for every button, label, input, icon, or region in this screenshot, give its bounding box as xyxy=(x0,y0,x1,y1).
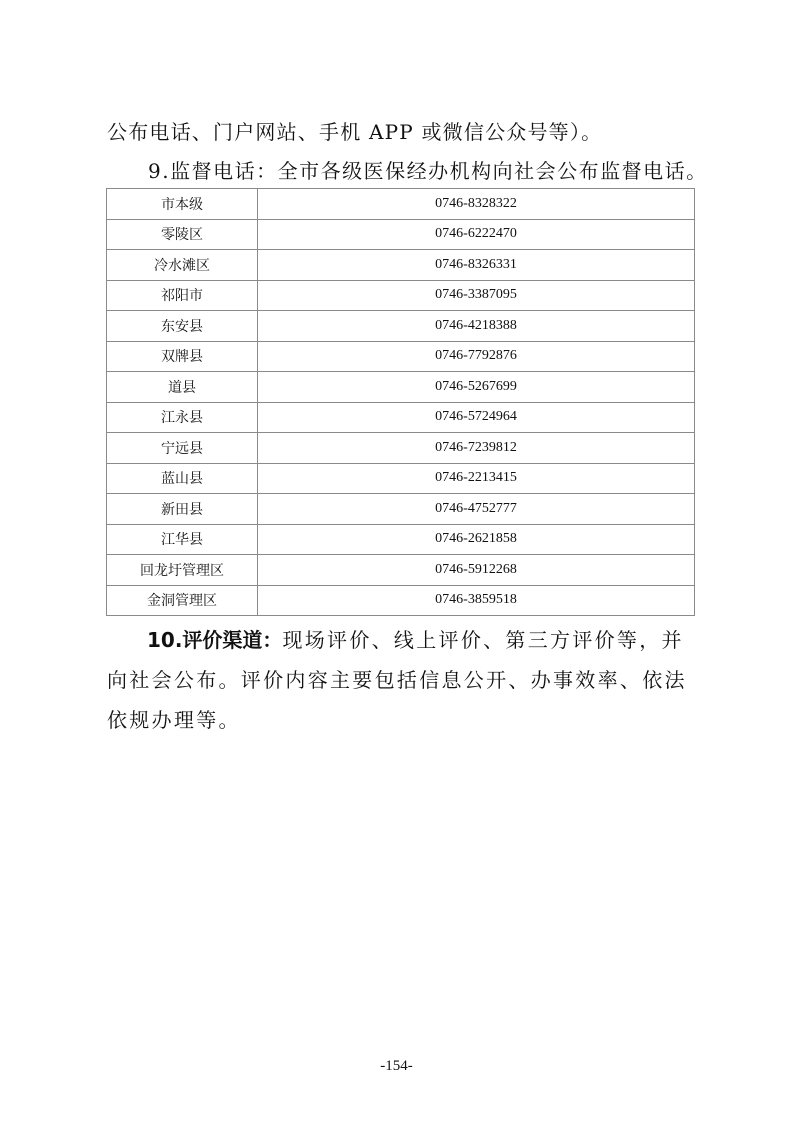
phone-number: 0746-5912268 xyxy=(258,555,695,586)
table-row xyxy=(107,189,695,220)
phone-number: 0746-8328322 xyxy=(258,189,695,220)
district-name: 宁远县 xyxy=(107,433,258,464)
phone-table-body xyxy=(107,189,695,616)
district-name: 双牌县 xyxy=(107,341,258,372)
table-row xyxy=(107,311,695,342)
table-row xyxy=(107,280,695,311)
table-row xyxy=(107,250,695,281)
supervision-phone-table xyxy=(106,188,695,616)
phone-number: 0746-2213415 xyxy=(258,463,695,494)
phone-number: 0746-7792876 xyxy=(258,341,695,372)
district-name: 江华县 xyxy=(107,524,258,555)
phone-number: 0746-7239812 xyxy=(258,433,695,464)
intro-line: 公布电话、门户网站、手机 APP 或微信公众号等）。 xyxy=(107,120,603,144)
phone-number: 0746-5267699 xyxy=(258,372,695,403)
section-10-heading: 10.评价渠道： xyxy=(147,628,283,652)
table-row xyxy=(107,219,695,250)
table-row xyxy=(107,555,695,586)
district-name: 零陵区 xyxy=(107,219,258,250)
district-name: 东安县 xyxy=(107,311,258,342)
page-number: -154- xyxy=(380,1058,413,1074)
table-row xyxy=(107,433,695,464)
district-name: 江永县 xyxy=(107,402,258,433)
section-10 xyxy=(107,620,697,740)
phone-number: 0746-4752777 xyxy=(258,494,695,525)
table-row xyxy=(107,524,695,555)
district-name: 金洞管理区 xyxy=(107,585,258,616)
district-name: 回龙圩管理区 xyxy=(107,555,258,586)
district-name: 冷水滩区 xyxy=(107,250,258,281)
phone-number: 0746-3387095 xyxy=(258,280,695,311)
district-name: 新田县 xyxy=(107,494,258,525)
table-row xyxy=(107,494,695,525)
table-row xyxy=(107,341,695,372)
phone-number: 0746-3859518 xyxy=(258,585,695,616)
phone-number: 0746-5724964 xyxy=(258,402,695,433)
phone-number: 0746-8326331 xyxy=(258,250,695,281)
section-10-body: 现场评价、线上评价、第三方评价等，并向社会公布。评价内容主要包括信息公开、办事效率、依法依规办理等。 xyxy=(107,628,687,732)
district-name: 祁阳市 xyxy=(107,280,258,311)
table-row xyxy=(107,402,695,433)
phone-number: 0746-4218388 xyxy=(258,311,695,342)
district-name: 蓝山县 xyxy=(107,463,258,494)
section-9-text: 9.监督电话：全市各级医保经办机构向社会公布监督电话。 xyxy=(148,159,708,183)
table-row xyxy=(107,463,695,494)
district-name: 市本级 xyxy=(107,189,258,220)
table-row xyxy=(107,372,695,403)
table-row xyxy=(107,585,695,616)
phone-number: 0746-2621858 xyxy=(258,524,695,555)
district-name: 道县 xyxy=(107,372,258,403)
phone-number: 0746-6222470 xyxy=(258,219,695,250)
